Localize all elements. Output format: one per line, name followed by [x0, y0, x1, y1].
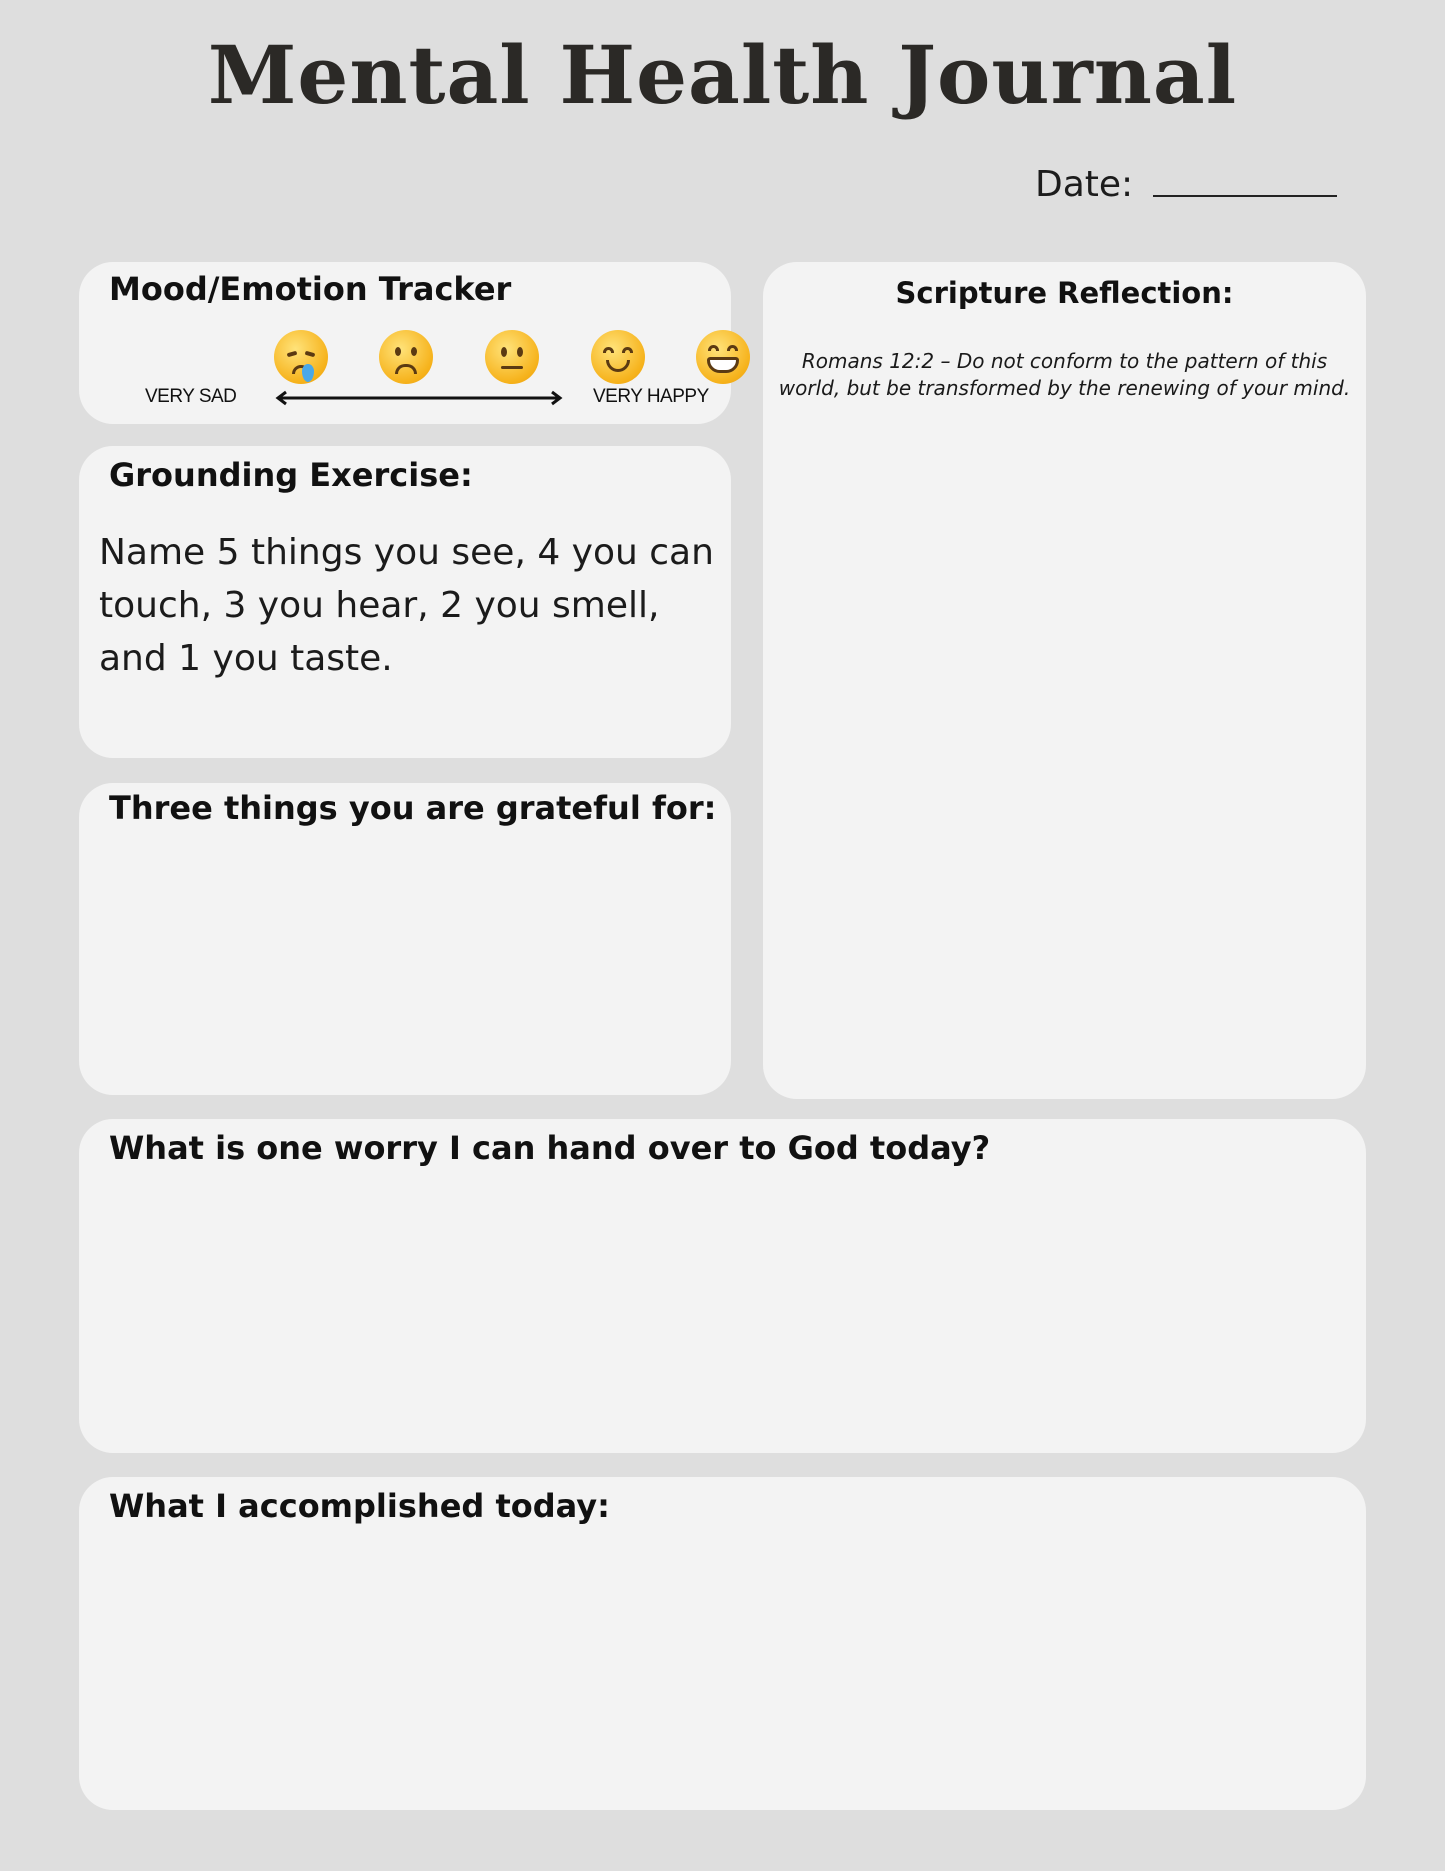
scripture-reflection-card	[763, 262, 1366, 1099]
date-input-line[interactable]	[1153, 195, 1337, 197]
date-field[interactable]	[1035, 164, 1337, 205]
scripture-verse: Romans 12:2 – Do not conform to the pattern of this world, but be transformed by the renewing of your mind.	[778, 349, 1351, 400]
scripture-heading: Scripture Reflection:	[895, 276, 1234, 310]
mood-tracker-card	[79, 262, 731, 424]
mood-scale-arrow-icon	[274, 390, 564, 406]
worry-heading: What is one worry I can hand over to God today?	[109, 1129, 991, 1167]
worry-writing-area[interactable]	[109, 1189, 1336, 1429]
mood-tracker-heading: Mood/Emotion Tracker	[109, 270, 512, 308]
grounding-exercise-card	[79, 446, 731, 758]
grounding-instructions: Name 5 things you see, 4 you can touch, 3 you hear, 2 you smell, and 1 you taste.	[99, 532, 714, 679]
crying-face-icon[interactable]	[274, 330, 328, 384]
date-label: Date:	[1035, 164, 1134, 205]
page-title: Mental Health Journal	[207, 28, 1238, 122]
scripture-writing-area[interactable]	[793, 402, 1336, 1075]
worry-card	[79, 1119, 1366, 1453]
neutral-face-icon[interactable]	[485, 330, 539, 384]
accomplished-card	[79, 1477, 1366, 1810]
gratitude-heading: Three things you are grateful for:	[109, 789, 717, 827]
grounding-heading: Grounding Exercise:	[109, 456, 473, 494]
gratitude-writing-area[interactable]	[109, 853, 701, 1071]
accomplished-heading: What I accomplished today:	[109, 1487, 610, 1525]
gratitude-card	[79, 783, 731, 1095]
accomplished-writing-area[interactable]	[109, 1547, 1336, 1786]
scale-label-very-sad: VERY SAD	[145, 386, 237, 407]
smiling-face-icon[interactable]	[591, 330, 645, 384]
frowning-face-icon[interactable]	[379, 330, 433, 384]
grinning-face-icon[interactable]	[696, 330, 750, 384]
scale-label-very-happy: VERY HAPPY	[593, 386, 709, 407]
